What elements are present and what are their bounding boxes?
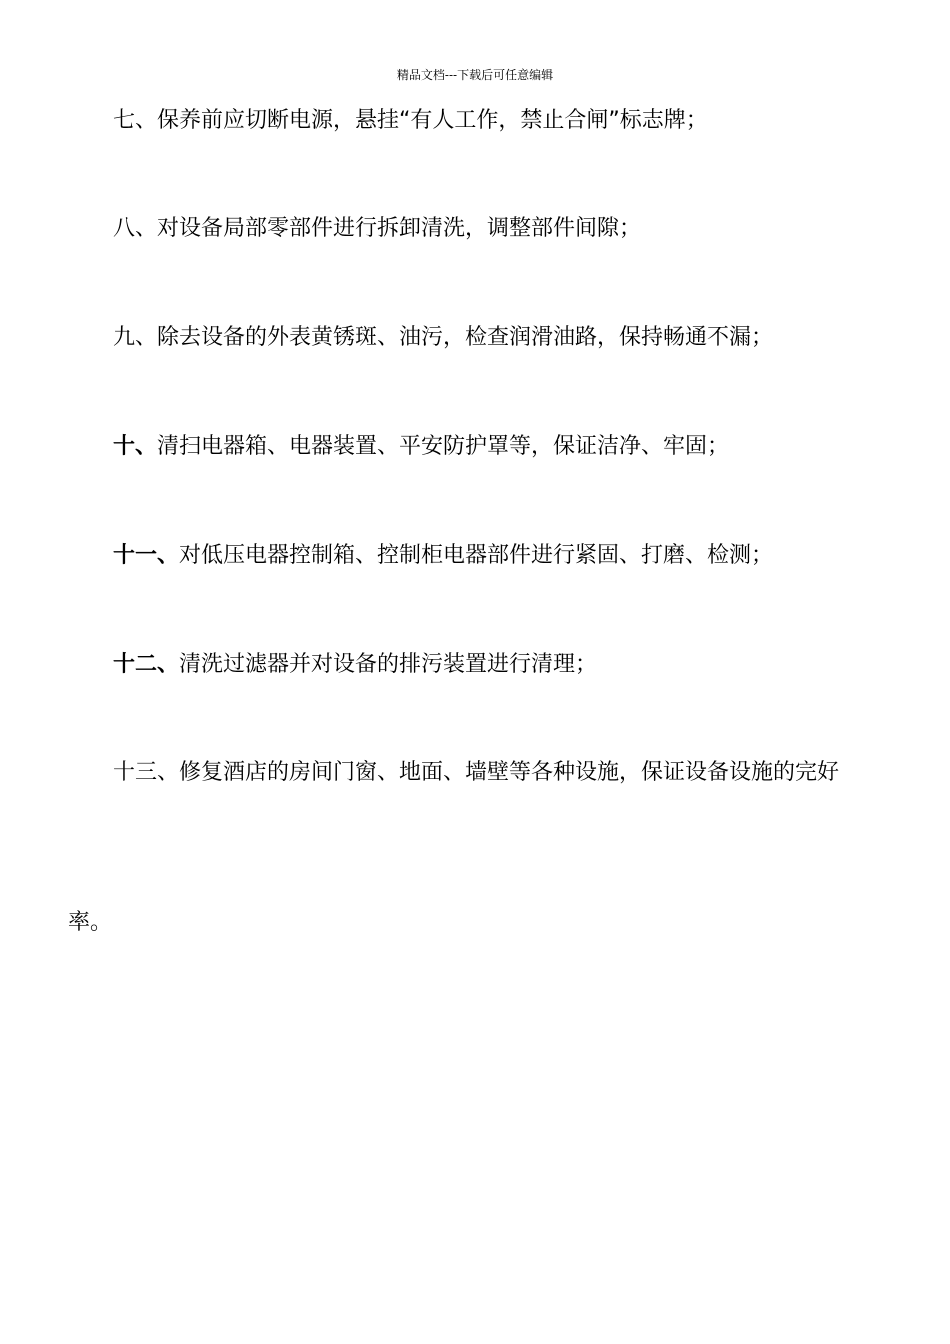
item-number: 八、 xyxy=(113,216,158,241)
item-number: 十、 xyxy=(113,434,158,459)
list-item-13 xyxy=(0,758,950,788)
list-item-10 xyxy=(0,432,950,462)
item-text: 对低压电器控制箱、控制柜电器部件进行紧固、打磨、检测； xyxy=(179,543,774,568)
item-text: 保养前应切断电源，悬挂“有人工作，禁止合闸”标志牌； xyxy=(157,108,708,133)
item-text: 除去设备的外表黄锈斑、油污，检查润滑油路，保持畅通不漏； xyxy=(157,325,774,350)
item-text-continuation: 率。 xyxy=(68,910,113,935)
list-item-13-continuation xyxy=(0,908,950,938)
list-item-9 xyxy=(0,323,950,353)
page-header: 精品文档---下载后可任意编辑 xyxy=(396,68,554,82)
item-text: 清洗过滤器并对设备的排污装置进行清理； xyxy=(179,652,598,677)
list-item-12 xyxy=(0,650,950,680)
item-number: 十一、 xyxy=(113,543,180,568)
item-text: 对设备局部零部件进行拆卸清洗，调整部件间隙； xyxy=(157,216,642,241)
item-number: 十三、 xyxy=(113,760,180,785)
item-number: 七、 xyxy=(113,108,158,133)
list-item-7 xyxy=(0,106,950,136)
list-item-8 xyxy=(0,214,950,244)
list-item-11 xyxy=(0,541,950,571)
item-text: 清扫电器箱、电器装置、平安防护罩等，保证洁净、牢固； xyxy=(157,434,730,459)
item-text: 修复酒店的房间门窗、地面、墙壁等各种设施，保证设备设施的完好 xyxy=(179,760,840,785)
item-number: 九、 xyxy=(113,325,158,350)
item-number: 十二、 xyxy=(113,652,180,677)
